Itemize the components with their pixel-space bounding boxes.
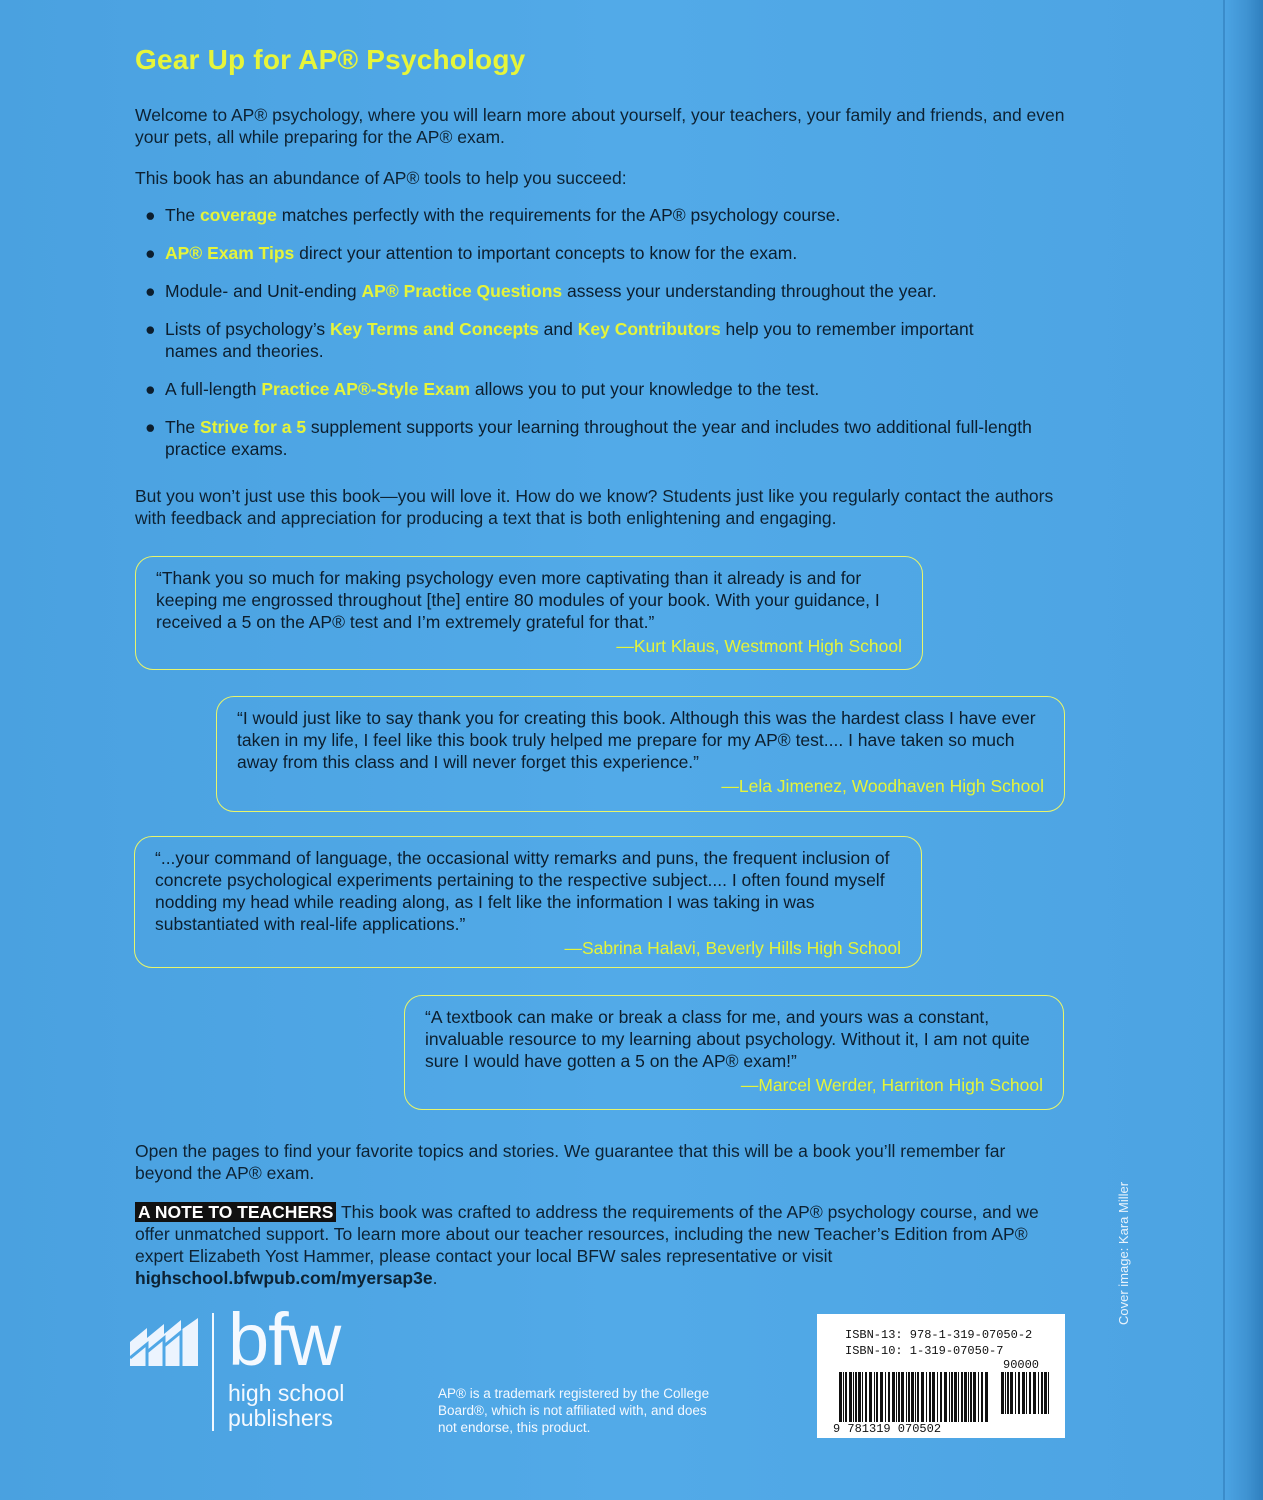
bullet-icon: ● (145, 243, 156, 263)
barcode-bar (1041, 1372, 1043, 1414)
barcode-bar (911, 1372, 914, 1422)
testimonial-attribution: —Lela Jimenez, Woodhaven High School (721, 776, 1044, 796)
barcode-bar (865, 1372, 867, 1422)
bullet-icon: ● (145, 319, 156, 339)
barcode-bar (1029, 1372, 1031, 1414)
spine-crease (1223, 0, 1225, 1500)
barcode-bar (964, 1372, 967, 1422)
trademark-notice: AP® is a trademark registered by the College Board®, which is not affiliated with, and does not endorse, this product. (438, 1386, 710, 1435)
barcode-bar (1048, 1372, 1049, 1414)
barcode-bar (915, 1372, 916, 1422)
list-item: ● Lists of psychology’s Key Terms and Concepts and Key Contributors help you to remember important names and theories. (145, 319, 974, 361)
barcode-bar (853, 1372, 854, 1422)
barcode-bar (985, 1372, 988, 1422)
publisher-subtitle: high school publishers (228, 1380, 345, 1431)
testimonial-text: “Thank you so much for making psychology even more captivating than it already is and for keeping me engrossed throughout [the] entire 80 modules of your book. With your guidance, I received a 5 on the AP® test and I’m extremely grateful for that.” (156, 568, 880, 632)
tools-list (145, 204, 1065, 476)
barcode-bar (839, 1372, 842, 1422)
barcode-bar (981, 1372, 983, 1422)
barcode-bar (1033, 1372, 1036, 1414)
publisher-logo-text: bfw (228, 1298, 341, 1381)
isbn-10: ISBN-10: 1-319-07050-7 (845, 1344, 1004, 1358)
barcode-bars (839, 1372, 989, 1424)
barcode-bar (926, 1372, 927, 1422)
barcode-bar (849, 1372, 852, 1422)
tools-lead-paragraph: This book has an abundance of AP® tools to help you succeed: (135, 168, 627, 188)
testimonial-text: “...your command of language, the occasional witty remarks and puns, the frequent inclusion of concrete psychological experiments pertaining to the respective subject.... I often found myself nodding my head while reading along, as I felt like the information I was taking in was substantiated with real-life applications.” (155, 848, 890, 934)
barcode-bar (855, 1372, 857, 1422)
isbn-13: ISBN-13: 978-1-319-07050-2 (845, 1328, 1033, 1342)
bullet-icon: ● (145, 205, 156, 225)
macmillan-logo-icon (130, 1318, 200, 1366)
testimonial-box (135, 556, 923, 670)
barcode-bar (1044, 1372, 1047, 1414)
teacher-url[interactable]: highschool.bfwpub.com/myersap3e (135, 1268, 433, 1288)
testimonial-box (216, 696, 1065, 812)
welcome-paragraph: Welcome to AP® psychology, where you will learn more about yourself, your teachers, your family and friends, and even your pets, all while preparing for the AP® exam. (135, 105, 1065, 147)
barcode-bar (917, 1372, 919, 1422)
barcode-bar (958, 1372, 959, 1422)
barcode-bar (885, 1372, 886, 1422)
barcode-bar (1001, 1372, 1004, 1414)
bullet-icon: ● (145, 281, 156, 301)
barcode-bar (949, 1372, 950, 1422)
barcode-bar (876, 1372, 878, 1422)
barcode-bar (937, 1372, 938, 1422)
barcode (817, 1314, 1065, 1438)
barcode-bar (970, 1372, 972, 1422)
barcode-bar (1018, 1372, 1020, 1414)
testimonial-attribution: —Kurt Klaus, Westmont High School (616, 636, 902, 656)
logo-divider (212, 1313, 214, 1431)
barcode-bar (1038, 1372, 1039, 1414)
barcode-bar (1026, 1372, 1027, 1414)
barcode-bar (968, 1372, 969, 1422)
testimonial-attribution: —Marcel Werder, Harriton High School (740, 1075, 1043, 1095)
spine-edge (1223, 0, 1263, 1500)
barcode-bar (978, 1372, 979, 1422)
barcode-bar (929, 1372, 931, 1422)
barcode-bar (932, 1372, 935, 1422)
barcode-bar (954, 1372, 957, 1422)
bullet-icon: ● (145, 417, 156, 437)
teacher-note-tag: A NOTE TO TEACHERS (135, 1202, 336, 1222)
list-item: ● A full-length Practice AP®-Style Exam allows you to put your knowledge to the test. (145, 379, 820, 399)
testimonial-box (134, 836, 922, 968)
list-item: ● The coverage matches perfectly with the requirements for the AP® psychology course. (145, 205, 841, 225)
barcode-bar (901, 1372, 904, 1422)
barcode-bar (896, 1372, 897, 1422)
cover-credit: Cover image: Kara Miller (1116, 1181, 1131, 1325)
barcode-bar (906, 1372, 907, 1422)
barcode-bar (843, 1372, 844, 1422)
barcode-bar (1007, 1372, 1009, 1414)
barcode-bar (1010, 1372, 1013, 1414)
barcode-bar (892, 1372, 895, 1422)
testimonial-text: “A textbook can make or break a class for me, and yours was a constant, invaluable resource to my learning about psychology. Without it, I am not quite sure I would have gotten a 5 on the AP® exam!” (425, 1007, 1030, 1071)
list-item: ● Module- and Unit-ending AP® Practice Questions assess your understanding throughout the year. (145, 281, 937, 301)
barcode-bar (951, 1372, 953, 1422)
barcode-bar (973, 1372, 976, 1422)
barcode-bar (1015, 1372, 1016, 1414)
barcode-bar (880, 1372, 883, 1422)
list-item: ● AP® Exam Tips direct your attention to important concepts to know for the exam. (145, 243, 798, 263)
barcode-bar (898, 1372, 900, 1422)
barcode-bar (845, 1372, 847, 1422)
barcode-bar (1005, 1372, 1006, 1414)
barcode-bar (858, 1372, 861, 1422)
barcode-bar (862, 1372, 863, 1422)
testimonial-text: “I would just like to say thank you for creating this book. Although this was the hardest class I have ever taken in my life, I feel like this book truly helped me prepare for my AP® test.... I have taken so much away from this class and I will never forget this experience.” (237, 708, 1036, 772)
love-paragraph: But you won’t just use this book—you will love it. How do we know? Students just like you regularly contact the authors with feedback and appreciation for producing a text that is both enlightening and engaging. (135, 486, 1054, 528)
barcode-bar (888, 1372, 890, 1422)
list-item: ● The Strive for a 5 supplement supports your learning throughout the year and includes two additional full-length practice exams. (145, 417, 1032, 459)
barcode-bar (940, 1372, 942, 1422)
barcode-bar (921, 1372, 924, 1422)
testimonial-attribution: —Sabrina Halavi, Beverly Hills High School (564, 938, 901, 958)
barcode-digits: 9 781319 070502 (833, 1422, 942, 1436)
barcode-bar (1022, 1372, 1025, 1414)
page-title: Gear Up for AP® Psychology (135, 44, 526, 75)
price-barcode-bars (1001, 1372, 1051, 1414)
barcode-bar (961, 1372, 963, 1422)
barcode-bar (908, 1372, 910, 1422)
barcode-bar (874, 1372, 875, 1422)
closing-paragraph: Open the pages to find your favorite topics and stories. We guarantee that this will be a book you’ll remember far beyond the AP® exam. (135, 1141, 1006, 1183)
teacher-note: A NOTE TO TEACHERS This book was crafted to address the requirements of the AP® psychology course, and we offer unmatched support. To learn more about our teacher resources, including the new Teacher’s Edition from AP® expert Elizabeth Yost Hammer, please contact your local BFW sales representative or visit highschool.bfwpub.com/myersap3e. (135, 1202, 1039, 1288)
barcode-bar (869, 1372, 872, 1422)
barcode-bar (944, 1372, 947, 1422)
bullet-icon: ● (145, 379, 156, 399)
testimonial-box (404, 995, 1064, 1110)
price-code: 90000 (1003, 1358, 1040, 1372)
